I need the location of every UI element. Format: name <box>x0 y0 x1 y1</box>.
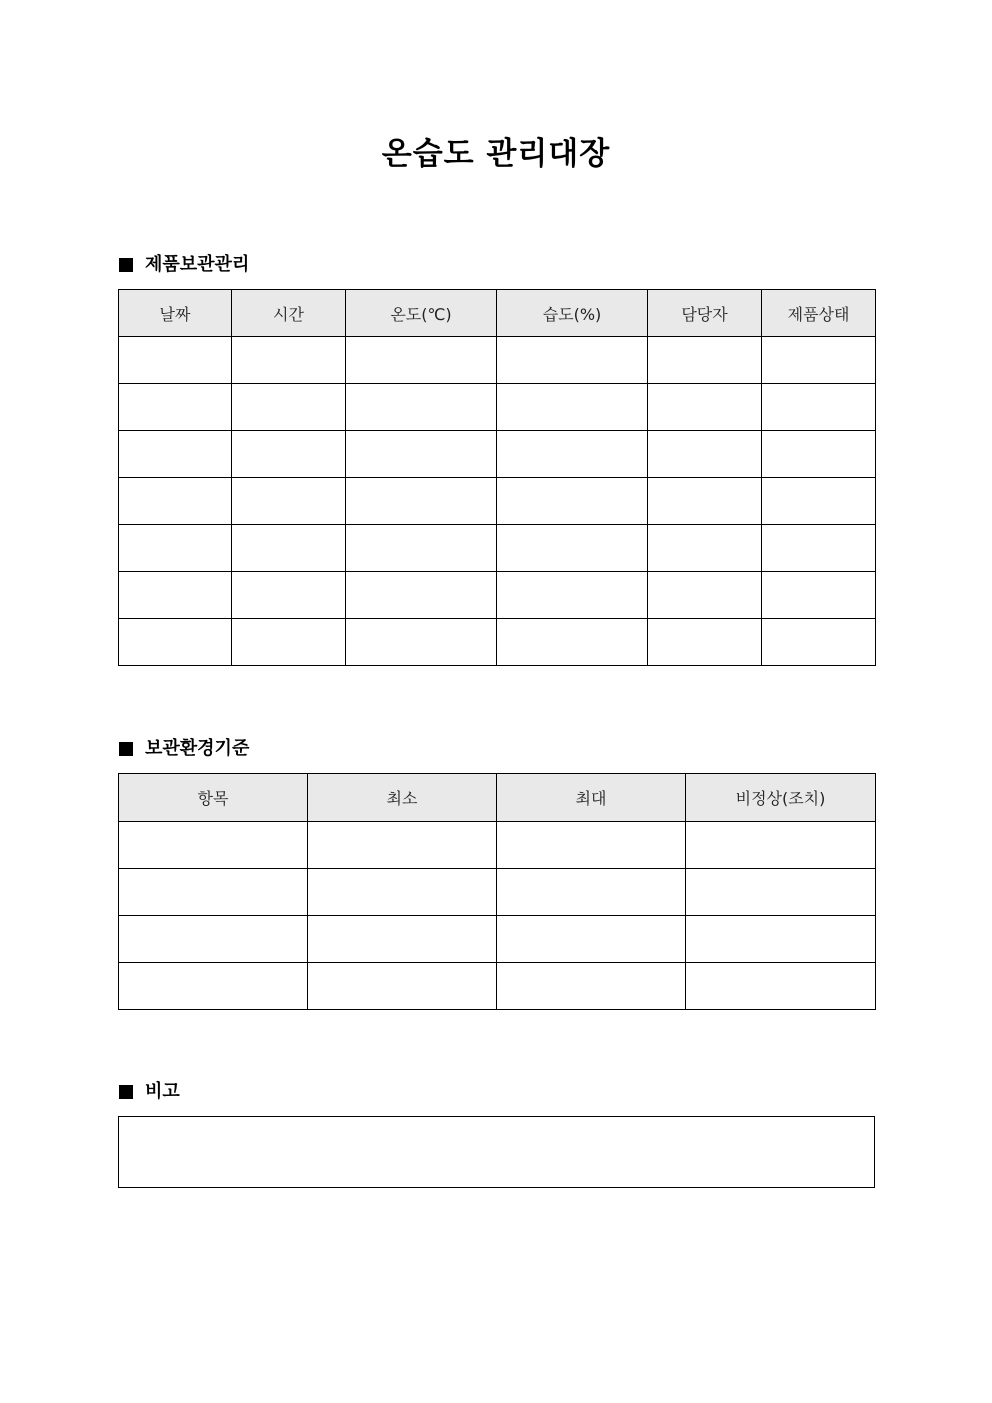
column-header-maximum: 최대 <box>497 774 686 822</box>
table-cell[interactable] <box>497 525 648 572</box>
table-row <box>119 525 876 572</box>
table-cell[interactable] <box>232 384 346 431</box>
table-cell[interactable] <box>648 431 762 478</box>
table-row <box>119 869 876 916</box>
table-cell[interactable] <box>762 572 876 619</box>
table-cell[interactable] <box>346 619 497 666</box>
table-cell[interactable] <box>232 619 346 666</box>
table-cell[interactable] <box>346 337 497 384</box>
column-header-product-status: 제품상태 <box>762 290 876 337</box>
table-cell[interactable] <box>119 619 232 666</box>
table-cell[interactable] <box>497 869 686 916</box>
table-cell[interactable] <box>119 525 232 572</box>
table-cell[interactable] <box>648 478 762 525</box>
table-cell[interactable] <box>762 431 876 478</box>
table-row <box>119 822 876 869</box>
table-cell[interactable] <box>762 525 876 572</box>
column-header-humidity: 습도(%) <box>497 290 648 337</box>
table-row <box>119 478 876 525</box>
table-cell[interactable] <box>686 963 876 1010</box>
table-cell[interactable] <box>648 572 762 619</box>
table-cell[interactable] <box>346 478 497 525</box>
table-cell[interactable] <box>762 478 876 525</box>
table-cell[interactable] <box>497 384 648 431</box>
square-bullet-icon <box>119 1085 133 1099</box>
table-row <box>119 384 876 431</box>
table-cell[interactable] <box>497 963 686 1010</box>
storage-table <box>118 289 876 666</box>
storage-section-title: 제품보관관리 <box>145 254 250 275</box>
column-header-time: 시간 <box>232 290 346 337</box>
table-cell[interactable] <box>497 916 686 963</box>
table-row <box>119 337 876 384</box>
table-row <box>119 431 876 478</box>
table-cell[interactable] <box>497 337 648 384</box>
remarks-section-title: 비고 <box>145 1081 180 1102</box>
table-cell[interactable] <box>648 384 762 431</box>
table-cell[interactable] <box>648 525 762 572</box>
table-cell[interactable] <box>346 572 497 619</box>
table-cell[interactable] <box>232 337 346 384</box>
table-row <box>119 619 876 666</box>
column-header-minimum: 최소 <box>308 774 497 822</box>
table-cell[interactable] <box>346 525 497 572</box>
document-title: 온습도 관리대장 <box>381 136 611 172</box>
table-cell[interactable] <box>119 337 232 384</box>
column-header-temperature: 온도(℃) <box>346 290 497 337</box>
column-header-date: 날짜 <box>119 290 232 337</box>
table-cell[interactable] <box>497 619 648 666</box>
table-row <box>119 963 876 1010</box>
table-cell[interactable] <box>232 431 346 478</box>
table-cell[interactable] <box>119 572 232 619</box>
table-cell[interactable] <box>762 337 876 384</box>
table-cell[interactable] <box>119 384 232 431</box>
column-header-abnormal-action: 비정상(조치) <box>686 774 876 822</box>
standard-table-header-row <box>119 774 876 822</box>
storage-table-header-row <box>119 290 876 337</box>
standard-section-title: 보관환경기준 <box>145 738 250 759</box>
table-cell[interactable] <box>497 572 648 619</box>
table-cell[interactable] <box>119 916 308 963</box>
square-bullet-icon <box>119 742 133 756</box>
remarks-field[interactable] <box>118 1116 875 1188</box>
table-cell[interactable] <box>346 431 497 478</box>
table-cell[interactable] <box>648 619 762 666</box>
table-cell[interactable] <box>232 478 346 525</box>
table-cell[interactable] <box>497 431 648 478</box>
table-cell[interactable] <box>686 916 876 963</box>
table-cell[interactable] <box>119 822 308 869</box>
table-cell[interactable] <box>686 869 876 916</box>
table-cell[interactable] <box>308 963 497 1010</box>
table-cell[interactable] <box>648 337 762 384</box>
table-cell[interactable] <box>119 963 308 1010</box>
table-cell[interactable] <box>308 822 497 869</box>
standard-table <box>118 773 876 1010</box>
column-header-item: 항목 <box>119 774 308 822</box>
table-cell[interactable] <box>497 822 686 869</box>
table-cell[interactable] <box>497 478 648 525</box>
table-cell[interactable] <box>119 869 308 916</box>
remarks-section-heading <box>119 1080 180 1104</box>
table-cell[interactable] <box>232 525 346 572</box>
table-cell[interactable] <box>762 619 876 666</box>
standard-section-heading <box>119 737 249 761</box>
table-cell[interactable] <box>119 478 232 525</box>
table-row <box>119 916 876 963</box>
table-cell[interactable] <box>686 822 876 869</box>
table-cell[interactable] <box>308 916 497 963</box>
table-cell[interactable] <box>346 384 497 431</box>
table-cell[interactable] <box>119 431 232 478</box>
table-cell[interactable] <box>308 869 497 916</box>
column-header-person-in-charge: 담당자 <box>648 290 762 337</box>
table-row <box>119 572 876 619</box>
table-cell[interactable] <box>762 384 876 431</box>
square-bullet-icon <box>119 258 133 272</box>
storage-section-heading <box>119 253 249 277</box>
table-cell[interactable] <box>232 572 346 619</box>
